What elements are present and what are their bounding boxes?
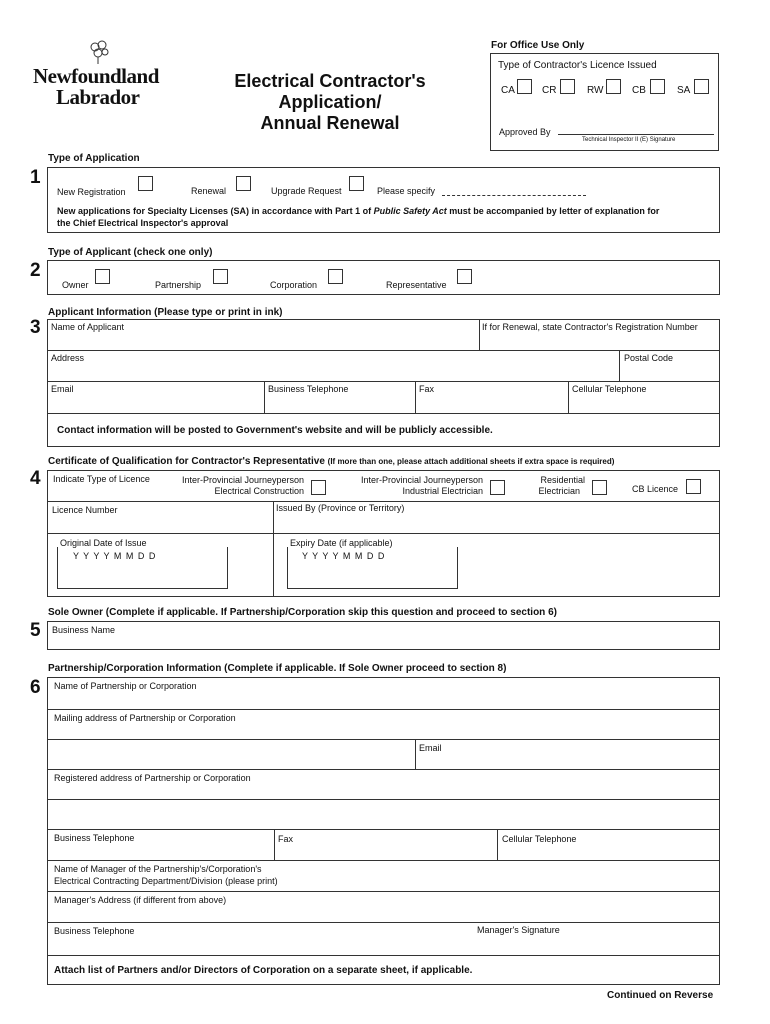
s3-heading: Applicant Information (Please type or print in ink) xyxy=(48,307,283,318)
please-specify-line[interactable] xyxy=(442,195,586,196)
cb-licence-label: CB Licence xyxy=(632,484,679,494)
s6-divider-1 xyxy=(47,709,720,710)
partnership-business-telephone-field[interactable]: Business Telephone xyxy=(54,833,135,843)
s3-vdivider-3 xyxy=(264,381,265,413)
expiry-date-format: Y Y Y Y M M D D xyxy=(302,551,386,561)
please-specify-label: Please specify xyxy=(377,186,436,196)
signature-caption: Technical Inspector II (E) Signature xyxy=(582,137,676,143)
partnership-checkbox[interactable] xyxy=(213,269,228,284)
licence-issued-label: Type of Contractor's Licence Issued xyxy=(498,60,657,71)
business-telephone-field[interactable]: Business Telephone xyxy=(268,384,349,394)
registered-address-field[interactable]: Registered address of Partnership or Corporation xyxy=(54,773,251,783)
s5-heading: Sole Owner (Complete if applicable. If Partnership/Corporation skip this question and proceed to section 6) xyxy=(48,607,557,618)
ipj-construction-checkbox[interactable] xyxy=(311,480,326,495)
owner-checkbox[interactable] xyxy=(95,269,110,284)
partnership-cellular-field[interactable]: Cellular Telephone xyxy=(502,834,577,844)
logo-labrador: Labrador xyxy=(56,85,140,109)
s6-divider-3 xyxy=(47,769,720,770)
s6-heading: Partnership/Corporation Information (Complete if applicable. If Sole Owner proceed to section 8) xyxy=(48,663,507,674)
residential-line-2: Electrician xyxy=(538,486,580,496)
new-registration-checkbox[interactable] xyxy=(138,176,153,191)
s1-number: 1 xyxy=(30,167,41,188)
mailing-address-field[interactable]: Mailing address of Partnership or Corporation xyxy=(54,713,236,723)
representative-label: Representative xyxy=(386,280,447,290)
corporation-checkbox[interactable] xyxy=(328,269,343,284)
s6-divider-7 xyxy=(47,891,720,892)
approved-by-line[interactable] xyxy=(558,134,714,135)
s3-divider-3 xyxy=(47,413,720,414)
s3-number: 3 xyxy=(30,317,41,338)
manager-business-telephone-field[interactable]: Business Telephone xyxy=(54,926,135,936)
s2-box xyxy=(47,260,720,295)
office-use-heading: For Office Use Only xyxy=(491,40,585,51)
code-cr: CR xyxy=(542,85,557,96)
checkbox-rw[interactable] xyxy=(606,79,621,94)
checkbox-ca[interactable] xyxy=(517,79,532,94)
s4-heading: Certificate of Qualification for Contractor's Representative (If more than one, please attach additional sheets if extra space is required) xyxy=(48,456,615,467)
partnership-email-field[interactable]: Email xyxy=(419,743,442,753)
original-date-label: Original Date of Issue xyxy=(60,538,147,548)
continued-on-reverse: Continued on Reverse xyxy=(607,990,714,1001)
upgrade-request-checkbox[interactable] xyxy=(349,176,364,191)
contact-notice: Contact information will be posted to Government's website and will be publicly accessible. xyxy=(57,425,493,436)
s6-divider-5 xyxy=(47,829,720,830)
s2-number: 2 xyxy=(30,260,41,281)
manager-name-line-1[interactable]: Name of Manager of the Partnership's/Corporation's xyxy=(54,864,262,874)
cellular-telephone-field[interactable]: Cellular Telephone xyxy=(572,384,647,394)
s6-vdivider-3 xyxy=(497,829,498,860)
residential-line-1: Residential xyxy=(540,475,585,485)
s3-vdivider-5 xyxy=(568,381,569,413)
s6-divider-2 xyxy=(47,739,720,740)
partnership-name-field[interactable]: Name of Partnership or Corporation xyxy=(54,681,197,691)
manager-signature-field[interactable]: Manager's Signature xyxy=(477,925,560,935)
title-line-1: Electrical Contractor's xyxy=(234,71,426,91)
code-rw: RW xyxy=(587,85,604,96)
code-sa: SA xyxy=(677,85,691,96)
s1-heading: Type of Application xyxy=(48,153,140,164)
s4-divider-1 xyxy=(47,501,720,502)
postal-code-field[interactable]: Postal Code xyxy=(624,353,674,363)
registration-number-field[interactable]: If for Renewal, state Contractor's Registration Number xyxy=(482,322,698,332)
s6-divider-8 xyxy=(47,922,720,923)
ipj-construction-line-2: Electrical Construction xyxy=(214,486,304,496)
original-date-format: Y Y Y Y M M D D xyxy=(73,551,157,561)
s5-box xyxy=(47,621,720,650)
manager-name-line-2: Electrical Contracting Department/Division (please print) xyxy=(54,876,278,886)
new-registration-label: New Registration xyxy=(57,187,126,197)
title-line-3: Annual Renewal xyxy=(260,113,400,133)
address-field[interactable]: Address xyxy=(51,353,85,363)
s1-note-line-2: the Chief Electrical Inspector's approval xyxy=(57,218,229,228)
s5-number: 5 xyxy=(30,620,41,641)
s4-divider-2 xyxy=(47,533,720,534)
fax-field[interactable]: Fax xyxy=(419,384,435,394)
pitcher-plant-emblem-icon xyxy=(84,39,114,65)
renewal-label: Renewal xyxy=(191,186,227,196)
indicate-type-label: Indicate Type of Licence xyxy=(53,474,150,484)
attach-notice: Attach list of Partners and/or Directors of Corporation on a separate sheet, if applicable. xyxy=(54,965,473,976)
s6-box xyxy=(47,677,720,985)
s6-divider-4 xyxy=(47,799,720,800)
email-field[interactable]: Email xyxy=(51,384,74,394)
partnership-fax-field[interactable]: Fax xyxy=(278,834,294,844)
ipj-industrial-checkbox[interactable] xyxy=(490,480,505,495)
s6-vdivider-1 xyxy=(415,739,416,769)
business-name-field[interactable]: Business Name xyxy=(52,625,116,635)
checkbox-cb[interactable] xyxy=(650,79,665,94)
applicant-name-field[interactable]: Name of Applicant xyxy=(51,322,125,332)
s6-divider-9 xyxy=(47,955,720,956)
owner-label: Owner xyxy=(62,280,89,290)
cb-licence-checkbox[interactable] xyxy=(686,479,701,494)
s3-vdivider-2 xyxy=(619,350,620,381)
ipj-industrial-line-1: Inter-Provincial Journeyperson xyxy=(360,475,483,485)
code-cb: CB xyxy=(632,85,646,96)
licence-number-field[interactable]: Licence Number xyxy=(52,505,118,515)
s3-vdivider-1 xyxy=(479,319,480,350)
expiry-date-label: Expiry Date (if applicable) xyxy=(290,538,393,548)
ipj-construction-line-1: Inter-Provincial Journeyperson xyxy=(181,475,304,485)
residential-checkbox[interactable] xyxy=(592,480,607,495)
logo-newfoundland: Newfoundland xyxy=(33,64,159,88)
s6-vdivider-2 xyxy=(274,829,275,860)
corporation-label: Corporation xyxy=(270,280,318,290)
s3-divider-2 xyxy=(47,381,720,382)
upgrade-request-label: Upgrade Request xyxy=(271,186,342,196)
s6-divider-6 xyxy=(47,860,720,861)
checkbox-sa[interactable] xyxy=(694,79,709,94)
approved-by-label: Approved By xyxy=(499,127,551,137)
s4-number: 4 xyxy=(30,468,41,489)
s6-number: 6 xyxy=(30,677,41,698)
issued-by-field[interactable]: Issued By (Province or Territory) xyxy=(276,503,405,513)
partnership-label: Partnership xyxy=(155,280,202,290)
s1-note-line-1: New applications for Specialty Licenses (SA) in accordance with Part 1 of Public Safety Act must be accompanied by letter of explanation for xyxy=(57,206,660,216)
s4-vdivider xyxy=(273,501,274,597)
representative-checkbox[interactable] xyxy=(457,269,472,284)
renewal-checkbox[interactable] xyxy=(236,176,251,191)
checkbox-cr[interactable] xyxy=(560,79,575,94)
title-line-2: Application/ xyxy=(278,92,382,112)
manager-address-field[interactable]: Manager's Address (if different from above) xyxy=(54,895,227,905)
code-ca: CA xyxy=(501,85,515,96)
ipj-industrial-line-2: Industrial Electrician xyxy=(402,486,483,496)
s3-vdivider-4 xyxy=(415,381,416,413)
s2-heading: Type of Applicant (check one only) xyxy=(48,247,213,258)
